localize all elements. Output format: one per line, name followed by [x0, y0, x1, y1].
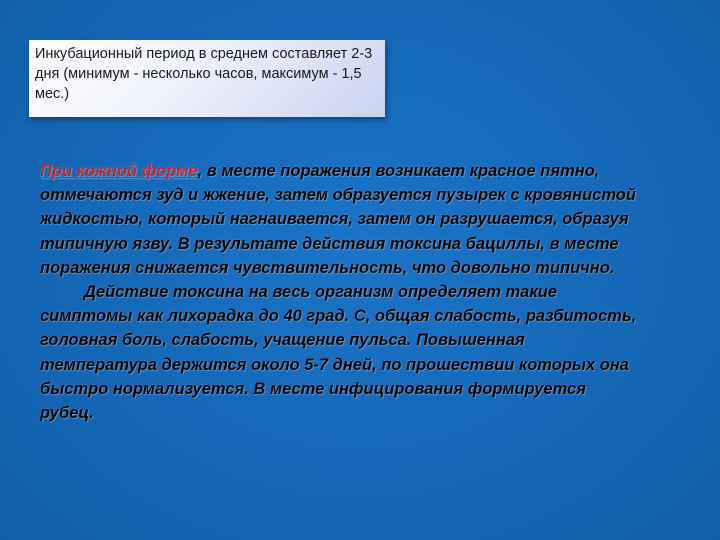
paragraph-skin-form-rest: , в месте поражения возникает красное пятно, отмечаются зуд и жжение, затем образуется пузырек с кровянистой жидкостью, который нагнаивается, затем он разрушается, образуя типичную язву. В результате действия токсина бациллы, в месте поражения снижается чувствительность, что довольно типично.: [40, 162, 636, 277]
skin-form-highlight: При кожной форме: [40, 162, 198, 180]
incubation-callout-text: Инкубационный период в среднем составляет 2-3 дня (минимум - несколько часов, максимум - 1,5 мес.): [35, 46, 373, 102]
paragraph-toxin-effect-text: Действие токсина на весь организм определяет такие симптомы как лихорадка до 40 град. С, общая слабость, разбитость, головная боль, слабость, учащение пульса. Повышенная температура держится около 5-7 дней, по прошествии которых она быстро нормализуется. В месте инфицирования формируется рубец.: [40, 283, 637, 423]
paragraph-toxin-effect: [40, 280, 640, 425]
incubation-callout-box: [29, 40, 385, 117]
main-text-block: [40, 159, 640, 425]
paragraph-skin-form: [40, 159, 640, 280]
